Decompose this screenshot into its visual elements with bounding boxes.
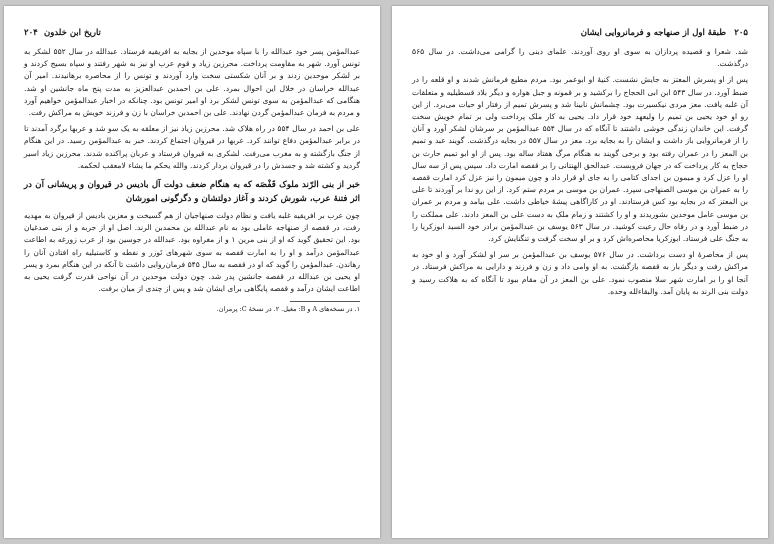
paragraph: شد. شعرا و قصیده پردازان به سوی او روی آوردند. علمای دینی را گرامی می‌داشت. در سال ۵۶۵ درگذشت. bbox=[412, 47, 748, 69]
section-heading: خبر از بنی الرّند ملوک قَفْصَه که به هنگام ضعف دولت آل بادیس در قیروان و پریشانی آن در اثر فتنهٔ عرب، شورش کردند و آغاز دولتشان و دگرگونی امورشان bbox=[24, 180, 360, 205]
left-page bbox=[4, 6, 380, 538]
running-title: طبقهٔ اول از صنهاجه و فرمانروایی ایشان bbox=[580, 28, 726, 38]
paragraph: عبدالمؤمن پسر خود عبدالله را با سپاه موحدین از بجایه به افریقیه فرستاد. عبدالله در سال ۵۵۲ لشکر به تونس آورد. شهر به مقاومت پرداخت. محرزبن زیاد و قوم عرب او نیز به شهر رفتند و سپاه بسیج کردند و بر لشکر موحدین زدند و بر آنان شکستی سخت وارد آوردند و تونس را از محاصره برهانیدند. امیر آن عبدالله خراسان در خلال این احوال بمرد. علی بن احمدبن عبدالعزیز به مدت پنج ماه جانشین او شد. هنگامی که عبدالمؤمن به سوی تونس لشکر برد او امیر تونس بود. چنانکه در اخبار عبدالمؤمن خواهیم آورد و مردم به فرمان عبدالمؤمن گردن نهادند. علی بن احمدبن خراسان با زن و فرزند خویش به مراکش رفت. bbox=[24, 47, 360, 118]
page-body bbox=[412, 46, 748, 302]
footnote: ۱. در نسخه‌های A و B: مغیل. ۲. در نسخهٔ C: پرمران. bbox=[216, 305, 360, 314]
paragraph: علی بن احمد در سال ۵۵۴ در راه هلاک شد. محرزبن زیاد نیز از معلقه به یک سو شد و عربها برگرد آمدند تا در برابر عبدالمؤمن دفاع توانند کرد. عربها در قیروان اجتماع کردند. خبر به عبدالمؤمن رسید. در این هنگام از جنگ بازگشته و به مغرب می‌رفت. لشکری به قیروان فرستاد و عربان پراکنده شدند. محرزبن زیاد اسیر گردید و کشته شد و جسدش را در قیروان بردار کردند. والله یحکم ما یشاء لامعقب لحکمه. bbox=[24, 124, 360, 170]
page-header bbox=[24, 28, 360, 40]
paragraph: چون عرب بر افریقیه غلبه یافت و نظام دولت صنهاجیان از هم گسیخت و معزبن بادیس از قیروان به مهدیه رفت، در قفصه از صنهاجه عاملی بود به نام عبدالله بن محمدبن الرند. اصل او از جربه و از بنی صدغیان بود. این تحقیق گوید که او از بنی مرین ۱ و از مغراوه بود. عبدالله در جوسین بود از عرب زورغه به اطاعت عبدالمؤمن درآمد و او را به امارت قفصه به سوی شهرهای تَوزر و نفطه و کاستیلیه راه افتادن آنان را رهاندن. عبدالمؤمن را گوید که او در قفصه به سال ۵۴۵ فرمان‌روایی داشت تا آنکه در این هنگام بمرد و پسر او یحیی بن عبدالله در قفصه جانشین پدر شد. چون دولت موحدین در آن نواحی قدرت گرفت یحیی به اطاعت ایشان درآمد و قفصه پایگاهی برای ایشان شد و پس از چندی از میان برفت. bbox=[24, 211, 360, 294]
footnote-divider bbox=[290, 301, 360, 302]
paragraph: پس از محاصرهٔ او دست برداشت. در سال ۵۷۶ یوسف بن عبدالمؤمن بر سر او لشکر آورد و او خود به مراکش رفت و دیگر بار به قفصه بازگشت. به او وامی داد و زن و فرزند و دارایی به مراکش فرستاد. در آنجا او را بر امارت شهر سلا منصوب نمود. علی بن المعز در آن مقام ببود تا آنگاه که به هلاکت رسید و دولت بنی الرند به پایان آمد. والبقاءلله وحده. bbox=[412, 250, 748, 296]
running-title: تاریخ ابن خلدون bbox=[44, 28, 101, 38]
paragraph: پس از او پسرش المعتز به جایش نشست. کنیهٔ او ابوعمر بود. مردم مطیع فرمانش شدند و او قلعه را در ضبط آورد. در سال ۵۴۳ ابن ابی الحجاج را برکشید و بر قمونه و جبل هواره و دیگر بلاد قسطیلیه و متعلقات آن غلبه یافت. معز مردی نیکسیرت بود. چشمانش نابینا شد و پسرش تمیم از رفتار او حیات می‌برد. از این رو او خود یحیی بن تمیم را ولیعهد خود قرار داد. یحیی به کار ملک پرداخت ولی بر تمام خویش سخت گرفت. این خاندان زندگی خوشی داشتند تا آنگاه که در سال ۵۵۴ عبدالمؤمن بر سرشان لشکر آورد و آنان را از فرمانروایی باز داشت و ایشان را به بجایه برد. معز در سال ۵۵۷ در بجایه درگذشت. گویند عبد و تمیم بن المعز را در عمران رفته بود و برخی گویند به هنگام مرگ هفتاد ساله بود. پس از او ابو تمیم حارث بن حجاج به کار پرداخت که در جهان فروبست. عبدالحق الهنتانی را بر قفصه امارت داد. سپس پس از سه سال او را عزل کرد و میمون بن اجدای کتامی را به جای او قرار داد و چون میمون را نیز عزل کرد امارت قفصه را به عمران بن موسی الصنهاجی سپرد. عمران بن موسی بر مردم ستم کرد. از این رو ندا بر آوردند تا علی بن المعتز که در بجایه بود کس فرستادند. او در کاراگاهی پیشهٔ خیاطی داشت. علی بیامد و مردم بر عمران بن موسی عامل موحدین بشوریدند و او را کشتند و زمام ملک به دست علی بن المعز دادند. علی مملکت را در ضبط آورد و در رفاه حال رعیت کوشید. در سال ۵۶۳ یوسف بن عبدالمؤمن برادر خود السید ابوزکریا را به جنگ علی فرستاد. ابوزکریا محاصره‌اش کرد و بر او سخت گرفت و تنگنایش کرد. bbox=[412, 75, 748, 244]
right-page bbox=[392, 6, 768, 538]
page-body bbox=[24, 46, 360, 314]
page-header bbox=[412, 28, 748, 40]
page-number: ۲۰۵ bbox=[734, 28, 748, 38]
page-number: ۲۰۴ bbox=[24, 28, 38, 38]
